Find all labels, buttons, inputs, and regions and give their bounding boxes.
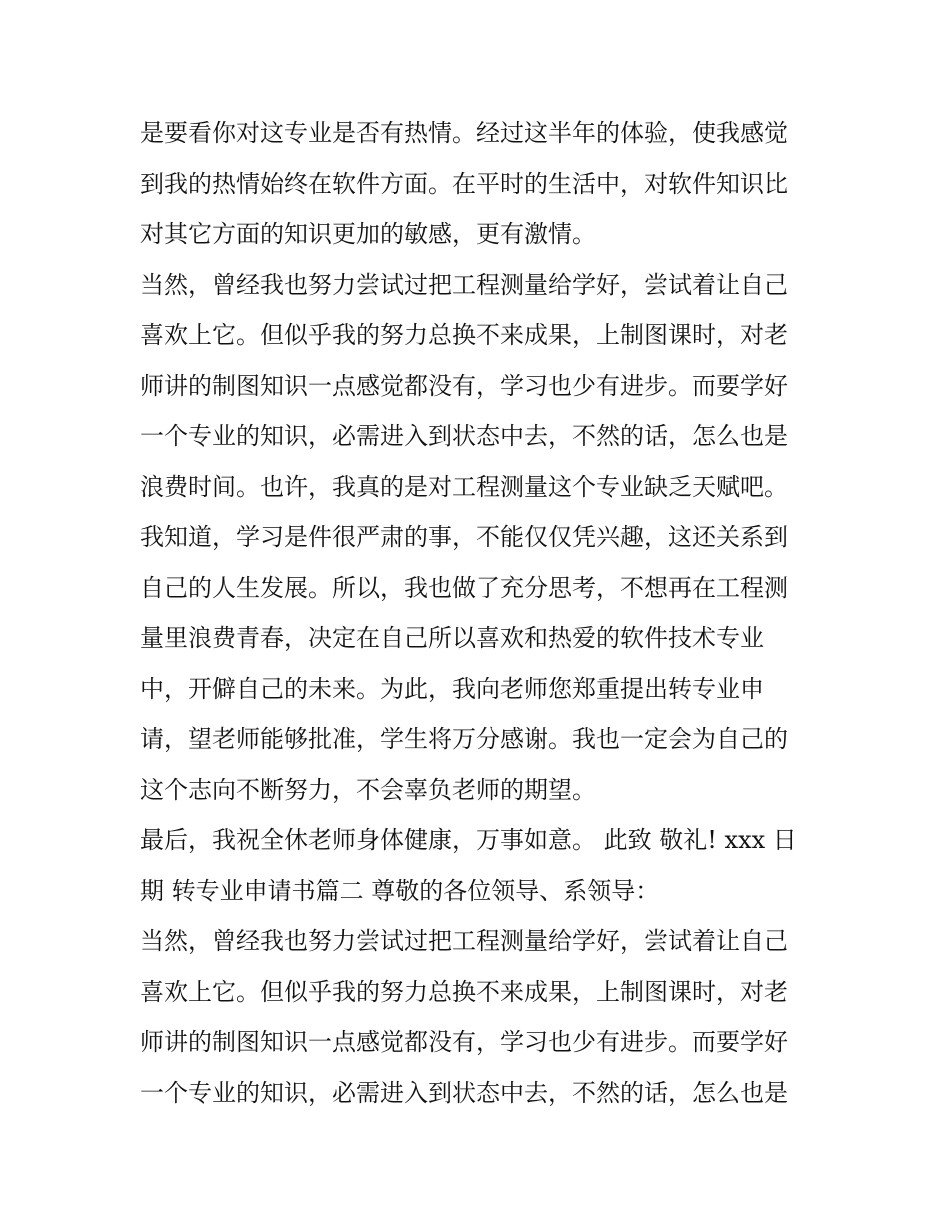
text-line: 对其它方面的知识更加的敏感，更有激情。 [140,220,596,248]
text-line: 喜欢上它。但似乎我的努力总换不来成果，上制图课时，对老 [140,977,788,1006]
text-line: 到我的热情始终在软件方面。在平时的生活中，对软件知识比 [140,169,788,198]
text-line: 这个志向不断努力，不会辜负老师的期望。 [140,775,596,804]
text-line: 量里浪费青春，决定在自己所以喜欢和热爱的软件技术专业 [140,624,764,652]
text-line: 一个专业的知识，必需进入到状态中去，不然的话，怎么也是 [140,1078,788,1107]
text-line: 喜欢上它。但似乎我的努力总换不来成果，上制图课时，对老 [140,321,788,349]
text-line: 请，望老师能够批准，学生将万分感谢。我也一定会为自己的 [140,725,788,753]
text-line: 浪费时间。也许，我真的是对工程测量这个专业缺乏天赋吧。 [140,472,788,501]
text-line: 师讲的制图知识一点感觉都没有，学习也少有进步。而要学好 [140,1028,788,1056]
text-line: 自己的人生发展。所以，我也做了充分思考，不想再在工程测 [140,573,788,602]
text-line: 中，开僻自己的未来。为此，我向老师您郑重提出转专业申 [140,674,764,703]
text-line: 是要看你对这专业是否有热情。经过这半年的体验，使我感觉 [140,119,788,147]
text-line: 期 转专业申请书篇二 尊敬的各位领导、系领导： [140,876,660,905]
body-text [140,108,830,1118]
text-line: 当然，曾经我也努力尝试过把工程测量给学好，尝试着让自己 [140,270,788,299]
text-line: 一个专业的知识，必需进入到状态中去，不然的话，怎么也是 [140,422,788,450]
text-line: 最后，我祝全休老师身体健康，万事如意。 此致 敬礼! xxx 日 [140,826,797,854]
text-line: 师讲的制图知识一点感觉都没有，学习也少有进步。而要学好 [140,371,788,400]
text-line: 我知道，学习是件很严肃的事，不能仅仅凭兴趣，这还关系到 [140,523,788,551]
text-line: 当然，曾经我也努力尝试过把工程测量给学好，尝试着让自己 [140,927,788,955]
